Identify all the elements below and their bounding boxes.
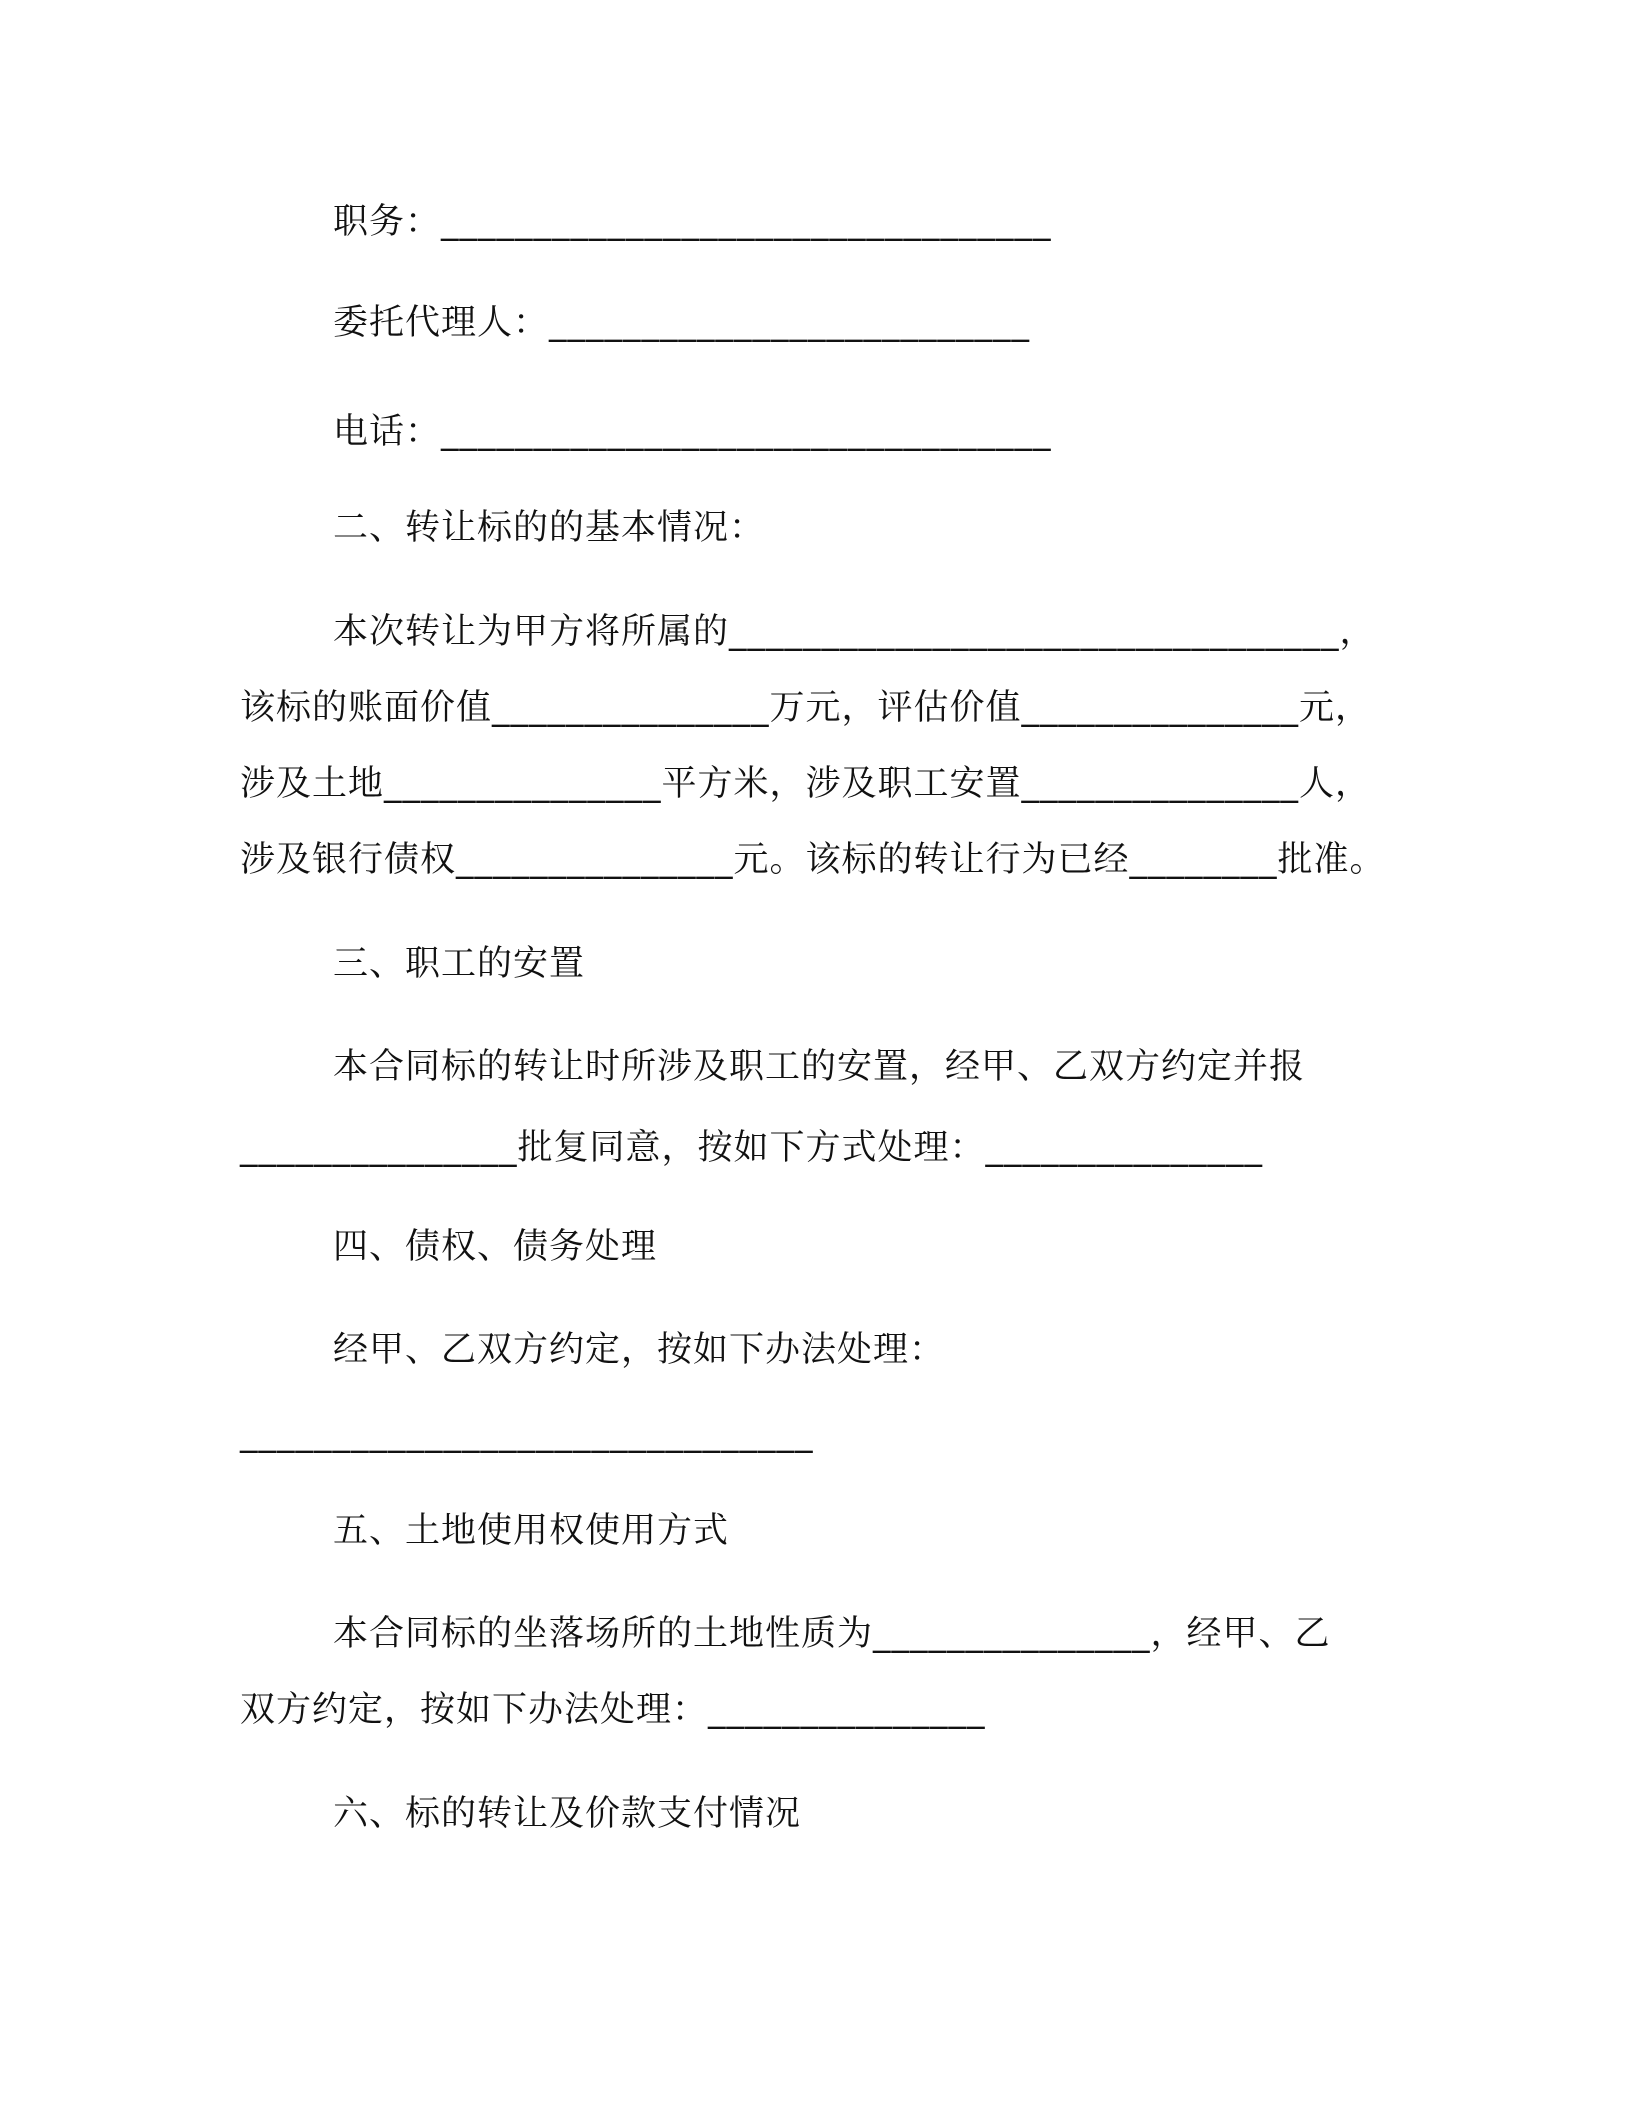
field-phone: 电话：_________________________________ bbox=[333, 412, 1052, 452]
paragraph-line: 涉及银行债权_______________元。该标的转让行为已经________批准。 bbox=[240, 840, 1386, 880]
paragraph-line: 本次转让为甲方将所属的_________________________________， bbox=[333, 612, 1376, 652]
blank-line: _______________________________ bbox=[240, 1414, 814, 1454]
paragraph-line: _______________批复同意，按如下方式处理：_______________ bbox=[240, 1128, 1264, 1168]
section-heading-2: 二、转让标的的基本情况： bbox=[333, 508, 766, 548]
paragraph-line: 涉及土地_______________平方米，涉及职工安置_______________人， bbox=[240, 764, 1372, 804]
section-heading-3: 三、职工的安置 bbox=[333, 944, 586, 984]
paragraph-line: 经甲、乙双方约定，按如下办法处理： bbox=[333, 1330, 946, 1370]
section-heading-5: 五、土地使用权使用方式 bbox=[333, 1511, 730, 1551]
section-heading-4: 四、债权、债务处理 bbox=[333, 1227, 658, 1267]
field-agent: 委托代理人：__________________________ bbox=[333, 303, 1031, 343]
paragraph-line: 本合同标的转让时所涉及职工的安置，经甲、乙双方约定并报 bbox=[333, 1047, 1306, 1087]
paragraph-line: 本合同标的坐落场所的土地性质为_______________，经甲、乙 bbox=[333, 1614, 1331, 1654]
paragraph-line: 该标的账面价值_______________万元，评估价值_______________元， bbox=[240, 688, 1372, 728]
paragraph-line: 双方约定，按如下办法处理：_______________ bbox=[240, 1690, 986, 1730]
field-position: 职务：_________________________________ bbox=[333, 202, 1052, 242]
section-heading-6: 六、标的转让及价款支付情况 bbox=[333, 1794, 802, 1834]
